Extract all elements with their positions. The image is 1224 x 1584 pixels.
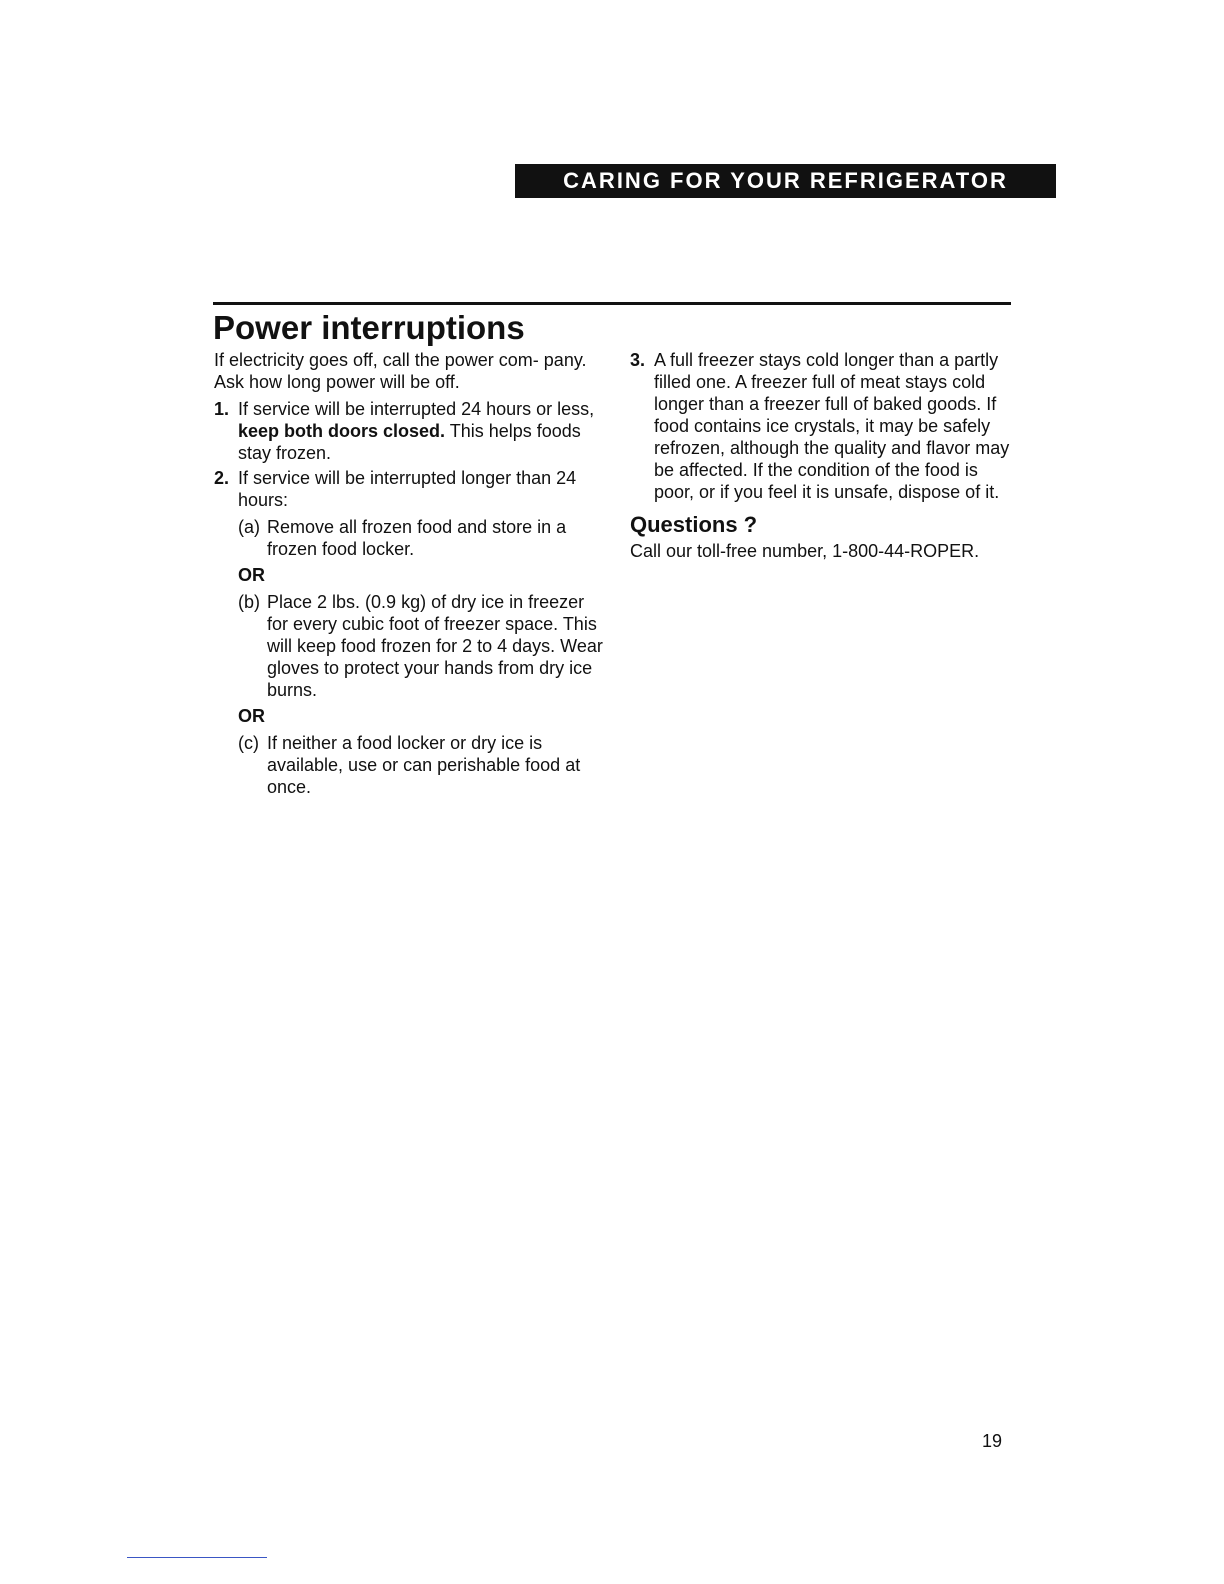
sub-item-label: (b) xyxy=(238,592,260,612)
section-banner: CARING FOR YOUR REFRIGERATOR xyxy=(515,164,1056,198)
right-column xyxy=(630,349,1020,562)
item-text xyxy=(238,398,606,464)
title-rule xyxy=(213,302,1011,305)
footer-rule xyxy=(127,1557,267,1558)
list-item-1 xyxy=(214,398,606,464)
item-text-emphasis: keep both doors closed. xyxy=(238,421,446,441)
item-text-start: If service will be interrupted 24 hours or less, xyxy=(238,399,595,419)
list-item-2 xyxy=(214,467,606,511)
or-separator: OR xyxy=(238,706,265,726)
item-text: A full freezer stays cold longer than a partly filled one. A freezer full of meat stays cold longer than a freezer full of baked goods. If food contains ice crystals, it may be safely refrozen, although the quality and flavor may be affected. If the condition of the food is poor, or if you feel it is unsafe, dispose of it. xyxy=(654,350,1010,502)
page-number: 19 xyxy=(981,1431,1002,1451)
questions-heading: Questions ? xyxy=(630,512,758,537)
intro-paragraph: If electricity goes off, call the power com- pany. Ask how long power will be off. xyxy=(214,350,587,392)
item-number: 2. xyxy=(214,468,230,488)
questions-text: Call our toll-free number, 1-800-44-ROPER. xyxy=(630,541,980,561)
or-separator: OR xyxy=(238,565,265,585)
sub-item-label: (a) xyxy=(238,517,260,537)
list-item-3 xyxy=(630,349,1020,503)
sub-item-text: Remove all frozen food and store in a frozen food locker. xyxy=(267,517,567,559)
left-column xyxy=(214,349,606,798)
sub-item-c xyxy=(238,732,606,798)
sub-item-text: Place 2 lbs. (0.9 kg) of dry ice in freezer for every cubic foot of freezer space. This will keep food frozen for 2 to 4 days. Wear gloves to protect your hands from dry ice burns. xyxy=(267,592,603,700)
sub-item-a xyxy=(238,516,606,560)
sub-item-label: (c) xyxy=(238,733,259,753)
sub-item-text: If neither a food locker or dry ice is available, use or can perishable food at once. xyxy=(267,733,581,797)
item-number: 3. xyxy=(630,350,646,370)
item-number: 1. xyxy=(214,399,230,419)
item-text: If service will be interrupted longer than 24 hours: xyxy=(238,468,577,510)
item-text-end: This helps foods stay frozen. xyxy=(238,421,581,463)
sub-item-b xyxy=(238,591,606,701)
page-title: Power interruptions xyxy=(213,309,525,346)
